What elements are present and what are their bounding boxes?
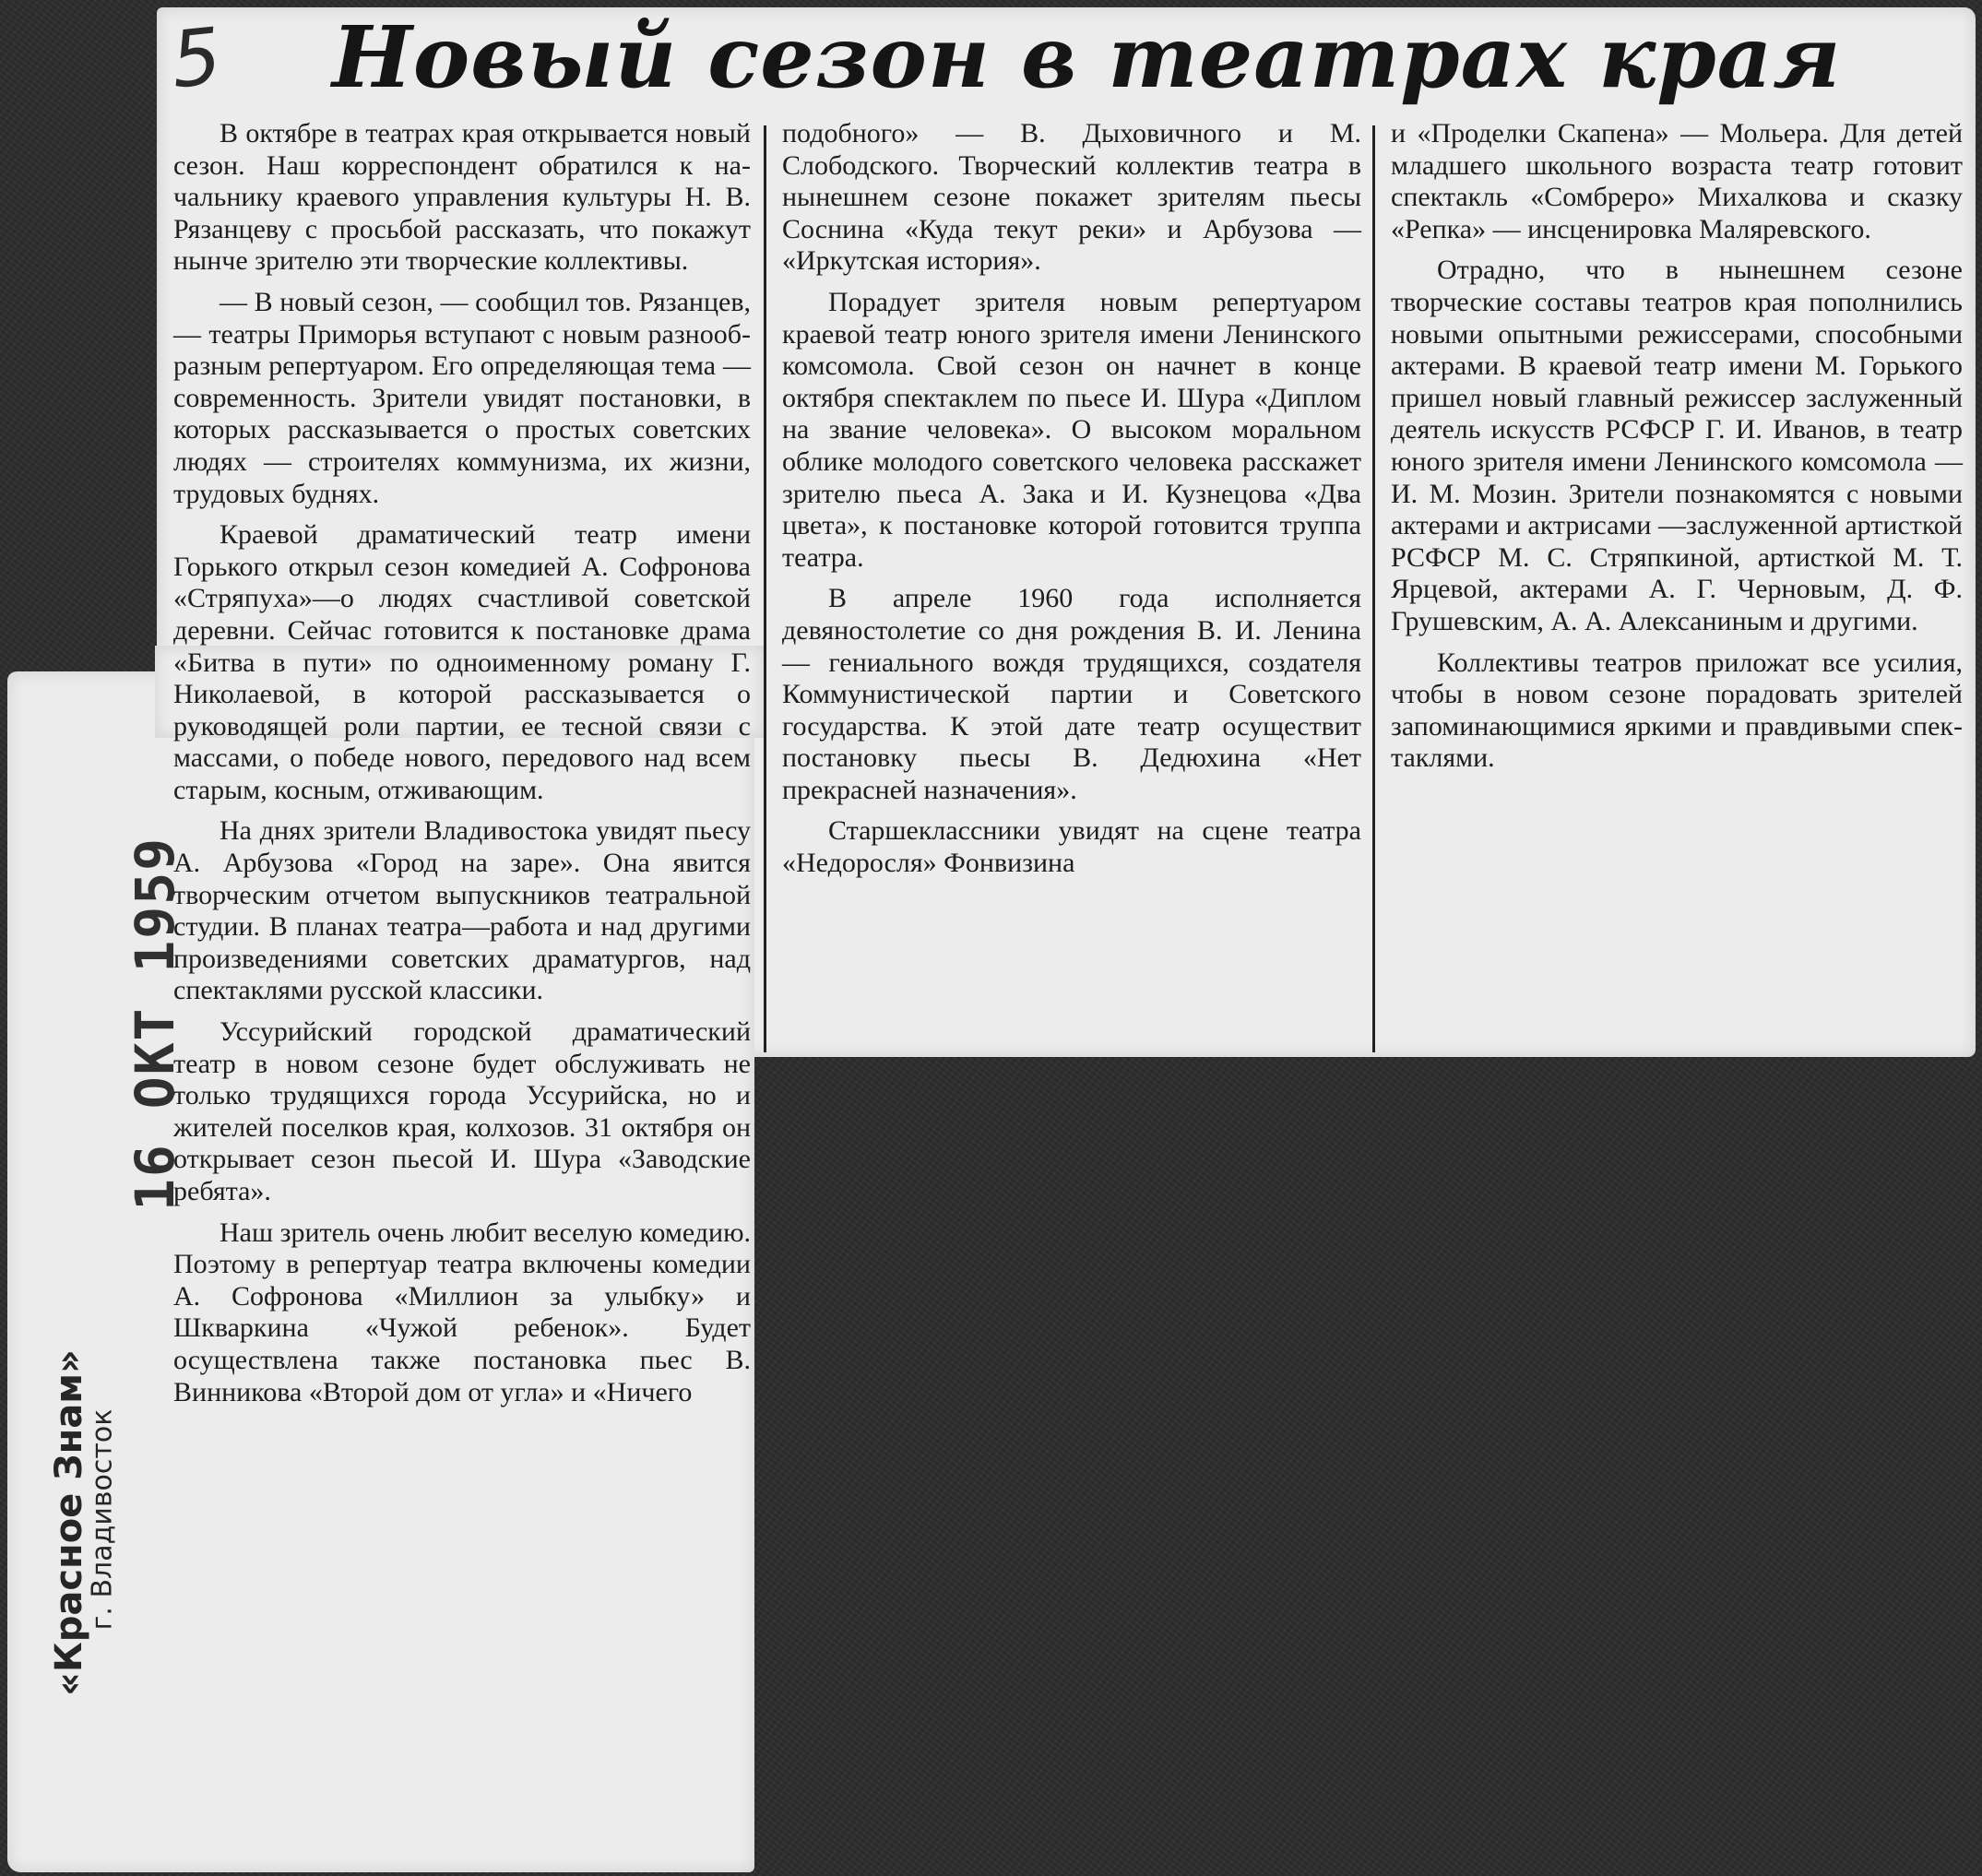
paragraph: Порадует зрителя новым репертуаром краевой театр юного зрителя имени Ленинского комсомола. Свой сезон он начнет в конце октября спектаклем по пьесе И. Шура «Диплом на звание человека». О высоком моральном облике молодого советского человека расскажет зрителю пьеса А. Зака и И. Кузнецова «Два цвета», к постановке которой готовится труппа театра. — [782, 286, 1361, 573]
article-column-1 — [173, 118, 751, 1418]
paragraph: Краевой драматический театр имени Горького открыл сезон комедией А. Софронова «Стряпуха»—о людях счастливой советской деревни. Сейчас готовится к постановке драма «Битва в пути» по одноименному роману Г. Николаевой, в которой рассказывается о руководящей роли партии, ее тесной связи с массами, о победе нового, передового над всем старым, косным, отживающим. — [173, 519, 751, 805]
paragraph: — В новый сезон, — сообщил тов. Рязанцев, — театры Приморья вступают с новым разнообразным репертуаром. Его определяющая тема — современность. Зрители увидят постановки, в которых рассказывается о простых советских людях — строителях коммунизма, их жизни, трудовых буднях. — [173, 286, 751, 509]
newspaper-city: г. Владивосток — [86, 1408, 119, 1631]
article-column-2 — [782, 118, 1361, 889]
paragraph: На днях зрители Владивостока увидят пьесу А. Арбузова «Город на заре». Она явится творческим отчетом выпускников театральной студии. В планах театра—работа и над другими произведениями советских драматургов, над спектаклями русской классики. — [173, 815, 751, 1006]
paragraph: подобного» — В. Дыховичного и М. Слободского. Творческий коллектив театра в нынешнем сезоне покажет зрителям пьесы Соснина «Куда текут реки» и Арбузова — «Иркутская история». — [782, 118, 1361, 277]
paragraph: В октябре в театрах края открывается новый сезон. Наш корреспондент обратился к начальнику краевого управления культуры Н. В. Рязанцеву с просьбой рассказать, что покажут нынче зрителю эти творческие коллективы. — [173, 118, 751, 277]
page-number: 5 — [167, 10, 226, 106]
paragraph: и «Проделки Скапена» — Мольера. Для детей младшего школьного возраста театр готовит спектакль «Сомбреро» Михалкова и сказку «Репка» — инсценировка Маляревского. — [1391, 118, 1963, 244]
newspaper-name: «Красное Знам» — [48, 1349, 90, 1696]
date-stamp-text: 16 ОКТ 1959 — [124, 836, 186, 1212]
paragraph: В апреле 1960 года исполняется девяностолетие со дня рождения В. И. Ленина — гениального вождя трудящихся, создателя Коммунистической партии и Советского государства. К этой дате театр осуществит постановку пьесы В. Дедюхина «Нет прекрасней назначения». — [782, 583, 1361, 805]
date-stamp — [124, 836, 186, 1212]
paragraph: Отрадно, что в нынешнем сезоне творческие составы театров края пополнились новыми опытными режиссерами, способными актерами. В краевой театр имени М. Горького пришел новый главный режиссер заслуженный деятель искусств РСФСР Г. И. Иванов, в театр юного зрителя имени Ленинского комсомола — И. М. Мозин. Зрители познакомятся с новыми актерами и актрисами —заслуженной артисткой РСФСР М. С. Стряпкиной, артисткой М. Т. Ярцевой, актерами А. Г. Черновым, Д. Ф. Грушевским, А. А. Алексаниным и другими. — [1391, 255, 1963, 636]
column-rule — [764, 125, 766, 1052]
column-rule — [1372, 125, 1375, 1052]
article-column-3 — [1391, 118, 1963, 784]
paragraph: Старшеклассники увидят на сцене театра «Недоросля» Фонвизина — [782, 815, 1361, 879]
paragraph: Уссурийский городской драматический театр в новом сезоне будет обслуживать не только трудящихся города Уссурийска, но и жителей поселков края, колхозов. 31 октября он открывает сезон пьесой И. Шура «Заводские ребята». — [173, 1016, 751, 1206]
paragraph: Коллективы театров приложат все усилия, чтобы в новом сезоне порадовать зрителей запоминающимися яркими и правдивыми спектаклями. — [1391, 647, 1963, 774]
headline: Новый сезон в театрах края — [332, 7, 1842, 107]
paragraph: Наш зритель очень любит веселую комедию. Поэтому в репертуар театра включены комедии А. Софронова «Миллион за улыбку» и Шкваркина «Чужой ребенок». Будет осуществлена также постановка пьес В. Винникова «Второй дом от угла» и «Ничего — [173, 1217, 751, 1407]
